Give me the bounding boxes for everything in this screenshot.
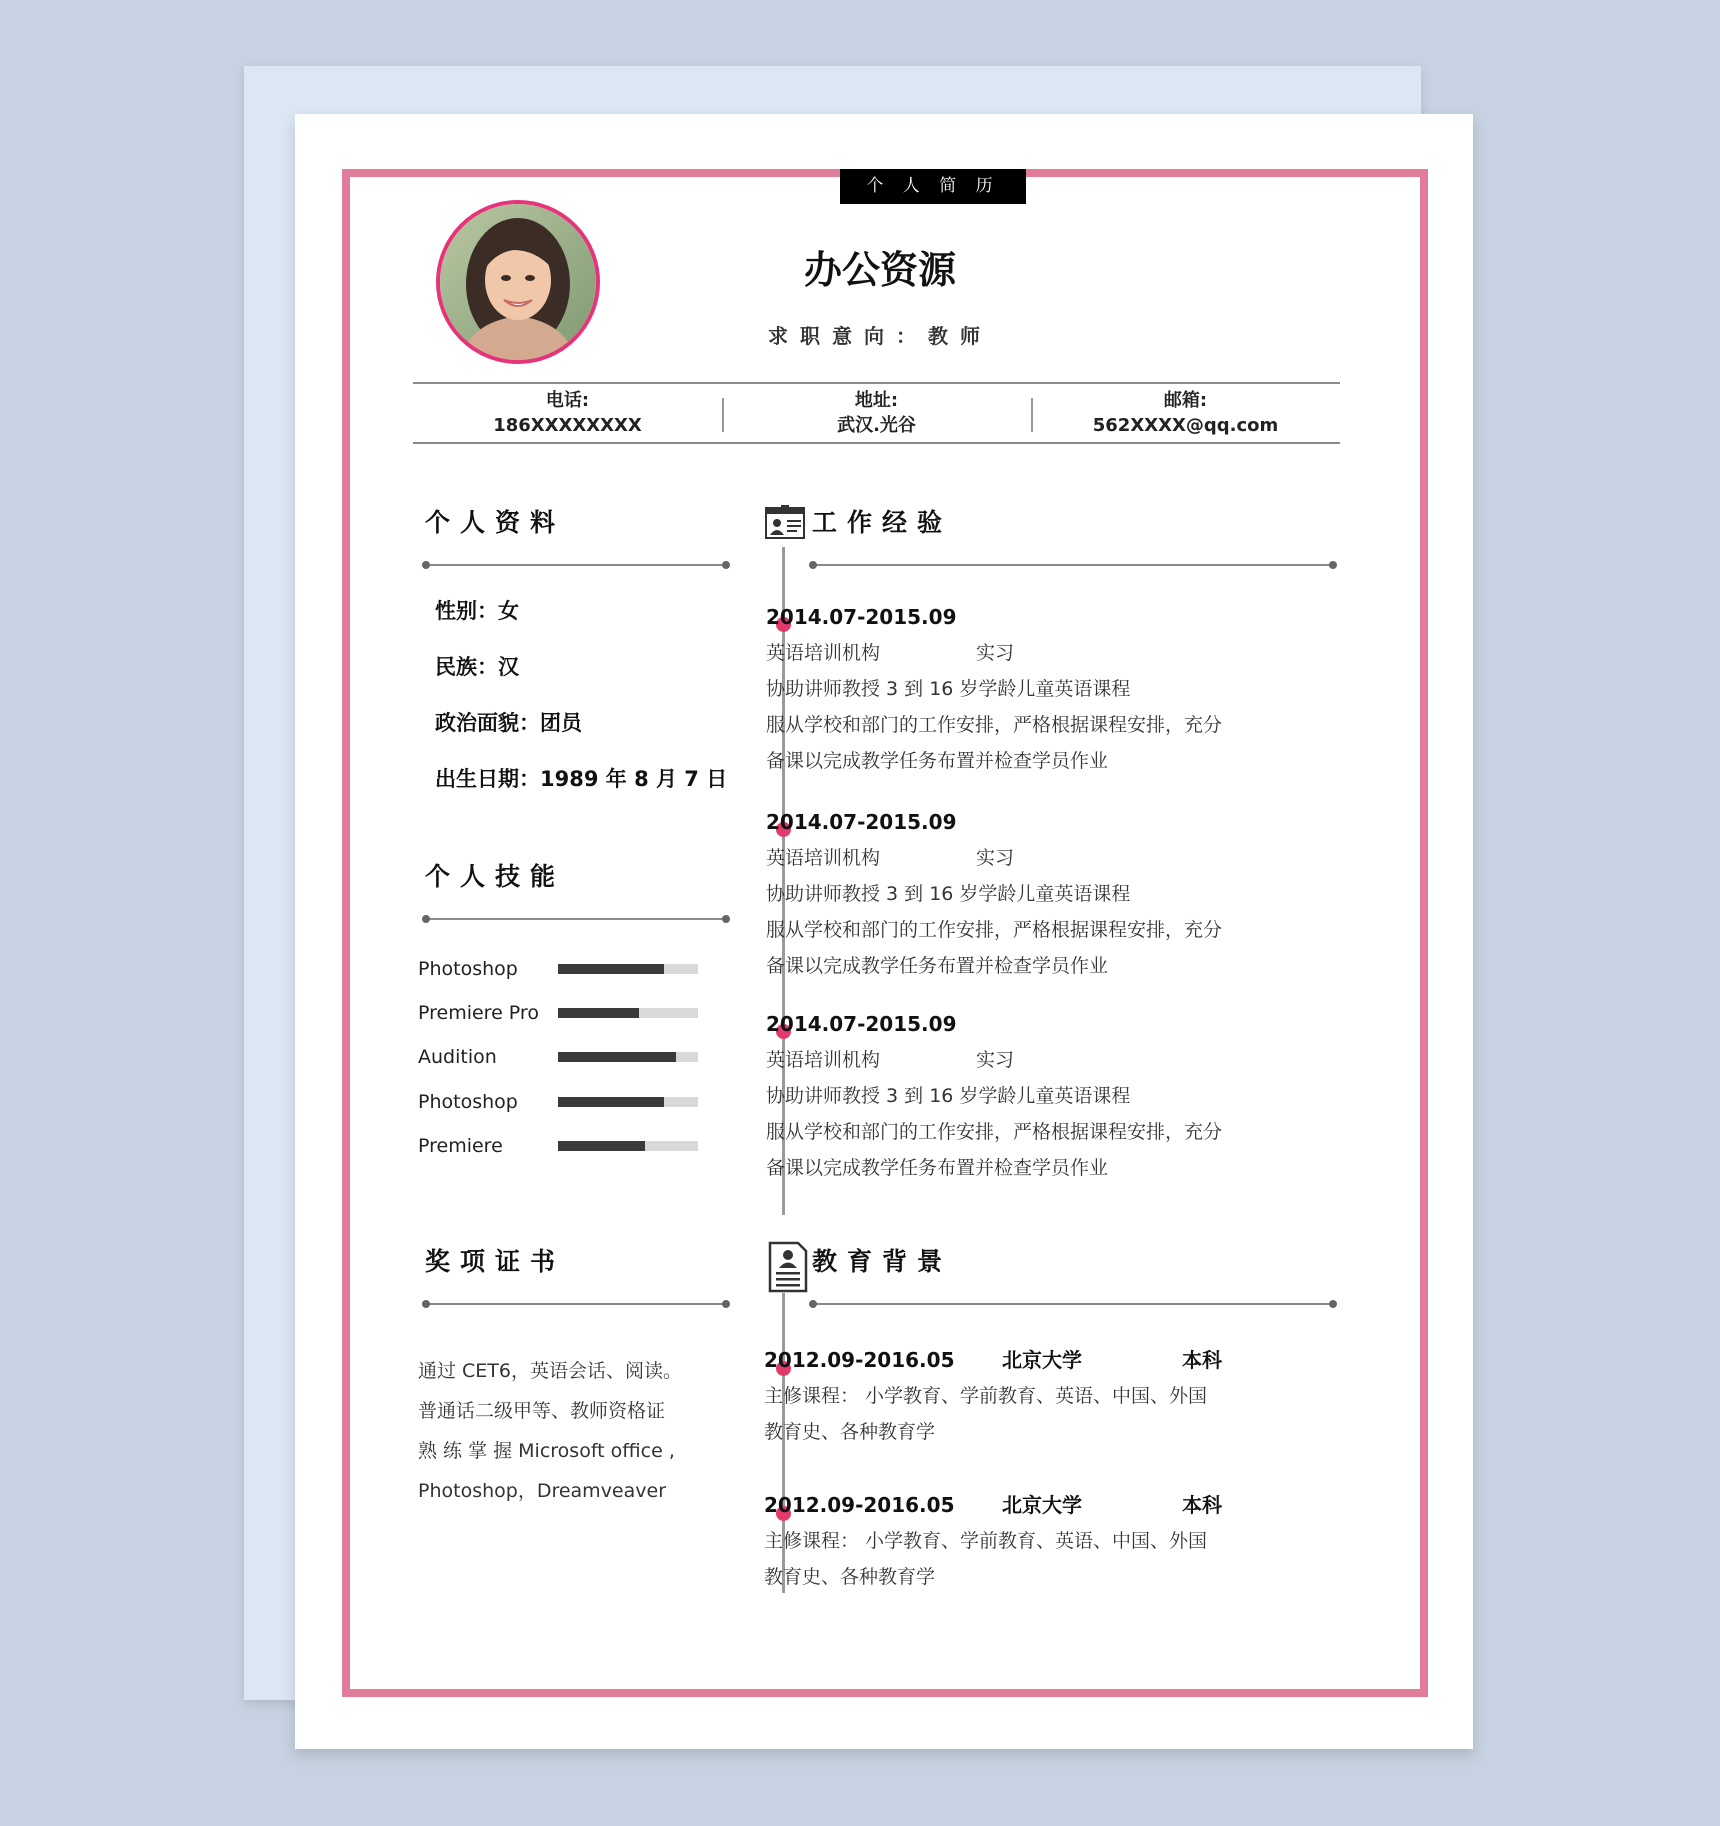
work-org: 英语培训机构 [766, 642, 881, 664]
portrait-photo [440, 204, 596, 360]
work-date: 2014.07-2015.09 [766, 1012, 957, 1036]
work-desc-line: 协助讲师教授 3 到 16 岁学龄儿童英语课程 [766, 883, 1131, 905]
education-degree: 本科 [1182, 1493, 1222, 1517]
education-course-line: 主修课程： 小学教育、学前教育、英语、中国、外国 [764, 1530, 1208, 1552]
work-desc-line: 协助讲师教授 3 到 16 岁学龄儿童英语课程 [766, 678, 1131, 700]
work-desc-line: 备课以完成教学任务布置并检查学员作业 [766, 955, 1109, 977]
contact-label: 邮箱: [1163, 390, 1208, 411]
education-date: 2012.09-2016.05 [764, 1348, 955, 1372]
work-role: 实习 [976, 847, 1015, 869]
section-title-work: 工作经验 [812, 508, 953, 537]
contact-value: 562XXXX@qq.com [1092, 415, 1279, 436]
work-desc-line: 协助讲师教授 3 到 16 岁学龄儿童英语课程 [766, 1085, 1131, 1107]
skill-bar-fill [558, 1141, 645, 1151]
skill-bar [558, 1008, 698, 1018]
skill-bar-fill [558, 964, 664, 974]
work-entry [766, 1006, 1266, 1186]
skill-name: Premiere Pro [418, 1002, 539, 1024]
skill-name: Audition [418, 1046, 497, 1068]
skill-bar [558, 1097, 698, 1107]
section-divider [426, 564, 726, 566]
skill-row [418, 1090, 718, 1114]
contact-phone [413, 384, 722, 442]
resume-tag: 个 人 简 历 [840, 169, 1026, 204]
section-title-profile: 个人资料 [425, 508, 566, 537]
profile-gender: 性别：女 [435, 599, 519, 623]
education-degree: 本科 [1182, 1348, 1222, 1372]
contact-label: 电话: [545, 390, 590, 411]
avatar [436, 200, 600, 364]
contact-label: 地址: [854, 390, 899, 411]
profile-ethnicity: 民族：汉 [435, 655, 519, 679]
skill-row [418, 957, 718, 981]
skill-bar-fill [558, 1052, 676, 1062]
resume-document-icon [768, 1241, 808, 1293]
section-divider [426, 1303, 726, 1305]
skill-row [418, 1001, 718, 1025]
education-entry [764, 1342, 1264, 1450]
education-school: 北京大学 [1002, 1348, 1082, 1372]
profile-birthdate: 出生日期：1989 年 8 月 7 日 [435, 767, 728, 791]
section-title-education: 教育背景 [812, 1247, 953, 1276]
skill-name: Photoshop [418, 958, 518, 980]
award-line: 熟 练 掌 握 Microsoft office , [418, 1440, 675, 1462]
education-school: 北京大学 [1002, 1493, 1082, 1517]
profile-political-status: 政治面貌：团员 [435, 711, 582, 735]
section-divider [813, 564, 1333, 566]
skill-bar [558, 1052, 698, 1062]
education-entry [764, 1487, 1264, 1595]
section-divider [813, 1303, 1333, 1305]
contact-email [1031, 384, 1340, 442]
skill-name: Premiere [418, 1135, 503, 1157]
id-card-icon [765, 505, 805, 539]
education-course-line: 教育史、各种教育学 [764, 1421, 936, 1443]
work-org: 英语培训机构 [766, 1049, 881, 1071]
contact-bar [413, 382, 1340, 444]
skill-bar [558, 964, 698, 974]
skill-bar-fill [558, 1008, 639, 1018]
work-date: 2014.07-2015.09 [766, 810, 957, 834]
education-date: 2012.09-2016.05 [764, 1493, 955, 1517]
skill-bar-fill [558, 1097, 664, 1107]
work-desc-line: 备课以完成教学任务布置并检查学员作业 [766, 750, 1109, 772]
education-course-line: 主修课程： 小学教育、学前教育、英语、中国、外国 [764, 1385, 1208, 1407]
work-desc-line: 服从学校和部门的工作安排，严格根据课程安排，充分 [766, 1121, 1223, 1143]
work-entry [766, 599, 1266, 779]
resume-frame [342, 169, 1428, 1697]
candidate-name: 办公资源 [803, 248, 956, 292]
work-desc-line: 服从学校和部门的工作安排，严格根据课程安排，充分 [766, 714, 1223, 736]
work-entry [766, 804, 1266, 984]
skill-bar [558, 1141, 698, 1151]
work-role: 实习 [976, 1049, 1015, 1071]
section-title-awards: 奖项证书 [425, 1247, 566, 1276]
skill-row [418, 1045, 718, 1069]
contact-value: 186XXXXXXXX [493, 415, 642, 436]
contact-address [722, 384, 1031, 442]
skill-row [418, 1134, 718, 1158]
section-divider [426, 918, 726, 920]
award-line: Photoshop，Dreamveaver [418, 1480, 667, 1502]
work-role: 实习 [976, 642, 1015, 664]
resume-sheet [295, 114, 1473, 1749]
awards-text [418, 1351, 698, 1511]
skill-name: Photoshop [418, 1091, 518, 1113]
work-date: 2014.07-2015.09 [766, 605, 957, 629]
award-line: 普通话二级甲等、教师资格证 [418, 1400, 666, 1422]
work-desc-line: 服从学校和部门的工作安排，严格根据课程安排，充分 [766, 919, 1223, 941]
job-intent: 求职意向：教师 [768, 324, 992, 348]
section-title-skills: 个人技能 [425, 862, 566, 891]
contact-value: 武汉.光谷 [837, 415, 916, 436]
work-desc-line: 备课以完成教学任务布置并检查学员作业 [766, 1157, 1109, 1179]
education-course-line: 教育史、各种教育学 [764, 1566, 936, 1588]
award-line: 通过 CET6，英语会话、阅读。 [418, 1360, 683, 1382]
work-org: 英语培训机构 [766, 847, 881, 869]
